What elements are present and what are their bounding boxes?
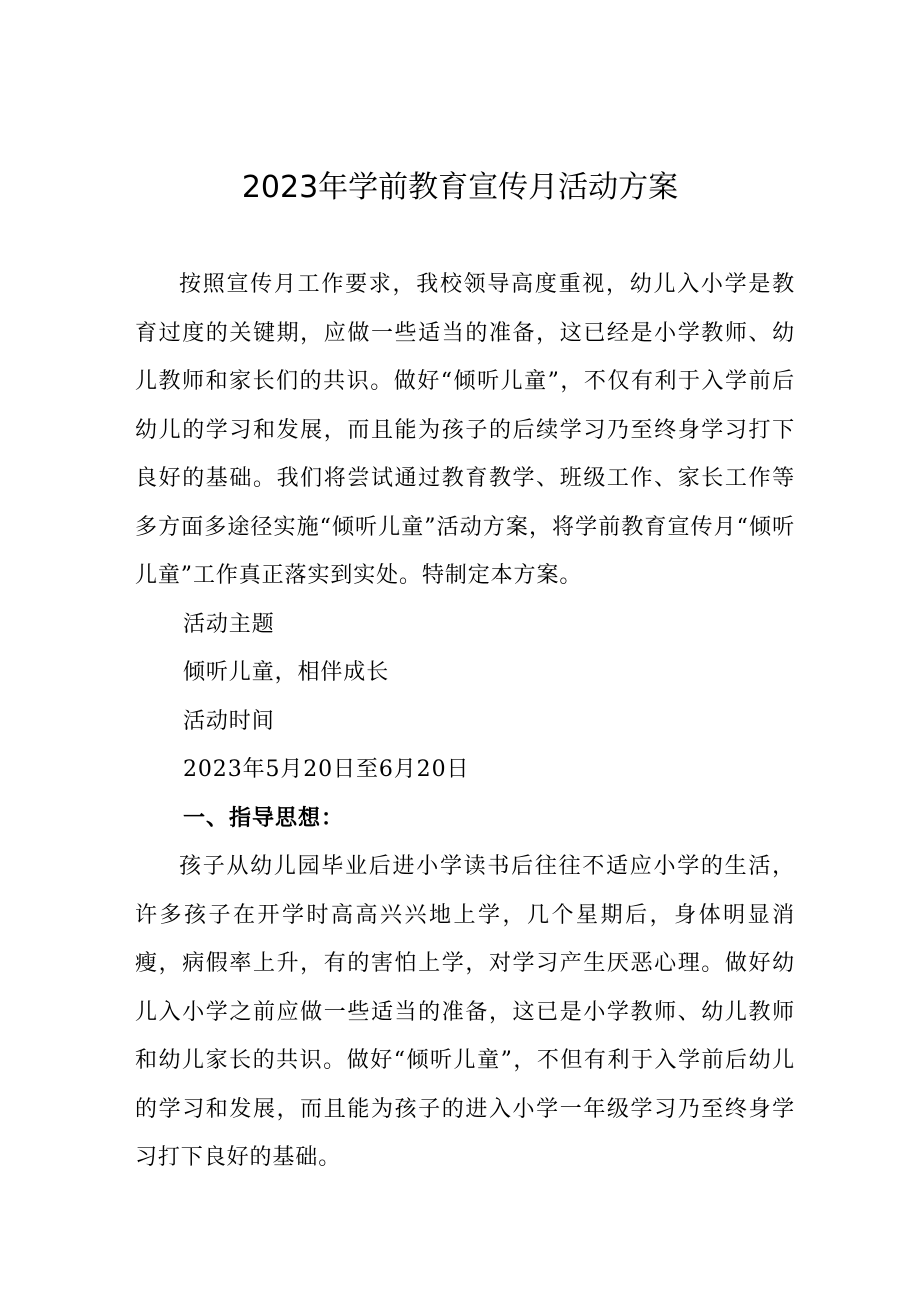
- activity-time-label: 活动时间: [183, 708, 275, 734]
- activity-theme-value: 倾听儿童，相伴成长: [183, 660, 390, 685]
- activity-theme-label: 活动主题: [183, 611, 275, 637]
- document-body: [135, 261, 795, 1183]
- intro-paragraph: 按照宣传月工作要求，我校领导高度重视，幼儿入小学是教育过度的关键期，应做一些适当的准备，这已经是小学教师、幼儿教师和家长们的共识。做好“倾听儿童”，不仅有利于入学前后幼儿的学习和发展，而且能为孩子的后续学习乃至终身学习打下良好的基础。我们将尝试通过教育教学、班级工作、家长工作等多方面多途径实施“倾听儿童”活动方案，将学前教育宣传月“倾听儿童”工作真正落实到实处。特制定本方案。: [135, 272, 795, 588]
- section-heading-guiding-thought: 一、指导思想：: [183, 805, 345, 831]
- guiding-thought-paragraph: 孩子从幼儿园毕业后进小学读书后往往不适应小学的生活，许多孩子在开学时高高兴兴地上学，几个星期后，身体明显消瘦，病假率上升，有的害怕上学，对学习产生厌恶心理。做好幼儿入小学之前应做一些适当的准备，这已是小学教师、幼儿教师和幼儿家长的共识。做好“倾听儿童”，不但有利于入学前后幼儿的学习和发展，而且能为孩子的进入小学一年级学习乃至终身学习打下良好的基础。: [135, 854, 795, 1170]
- activity-time-value: 2023年5月20日至6月20日: [183, 757, 470, 782]
- document-title: 2023年学前教育宣传月活动方案: [241, 170, 679, 205]
